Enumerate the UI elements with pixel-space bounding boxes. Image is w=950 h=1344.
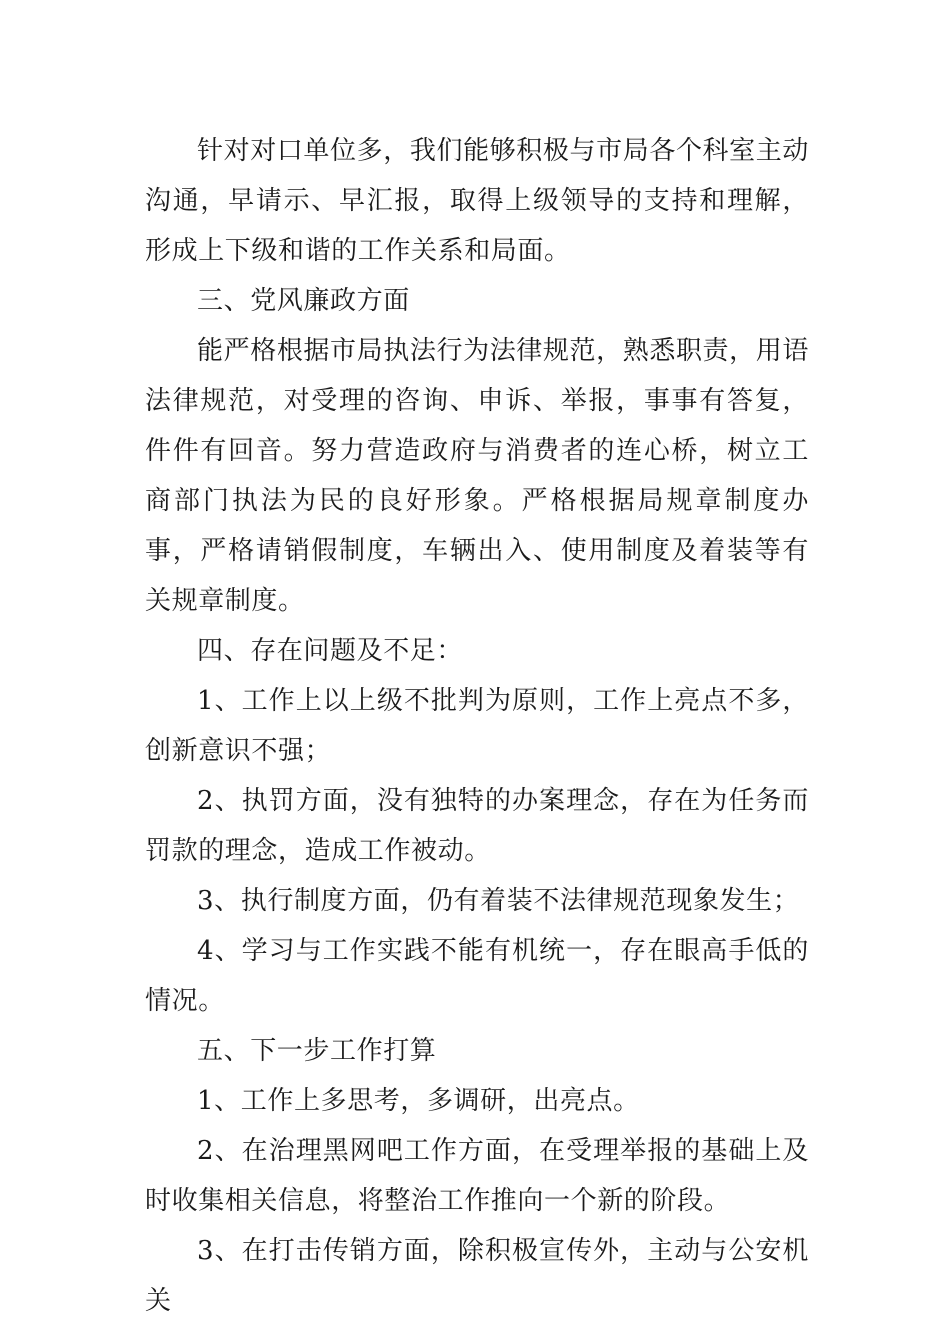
section-heading-problems: 四、存在问题及不足： [197, 636, 464, 666]
section-heading-next-steps: 五、下一步工作打算 [197, 1036, 437, 1066]
plan-item-1: 1、工作上多思考，多调研，出亮点。 [197, 1086, 640, 1116]
section-heading-integrity: 三、党风廉政方面 [197, 286, 410, 316]
paragraph-coordination: 针对对口单位多，我们能够积极与市局各个科室主动沟通，早请示、早汇报，取得上级领导的支持和理解，形成上下级和谐的工作关系和局面。 [145, 136, 809, 266]
problem-item-1: 1、工作上以上级不批判为原则，工作上亮点不多，创新意识不强； [145, 686, 809, 766]
problem-item-3: 3、执行制度方面，仍有着装不法律规范现象发生； [197, 886, 800, 916]
paragraph-integrity: 能严格根据市局执法行为法律规范，熟悉职责，用语法律规范，对受理的咨询、申诉、举报，事事有答复，件件有回音。努力营造政府与消费者的连心桥，树立工商部门执法为民的良好形象。严格根据局规章制度办事，严格请销假制度，车辆出入、使用制度及着装等有关规章制度。 [145, 336, 809, 616]
problem-item-4: 4、学习与工作实践不能有机统一，存在眼高手低的情况。 [145, 936, 809, 1016]
plan-item-2: 2、在治理黑网吧工作方面，在受理举报的基础上及时收集相关信息，将整治工作推向一个新的阶段。 [145, 1136, 809, 1216]
problem-item-2: 2、执罚方面，没有独特的办案理念，存在为任务而罚款的理念，造成工作被动。 [145, 786, 809, 866]
plan-item-3: 3、在打击传销方面，除积极宣传外，主动与公安机关 [145, 1236, 809, 1316]
document-body [145, 126, 809, 1326]
